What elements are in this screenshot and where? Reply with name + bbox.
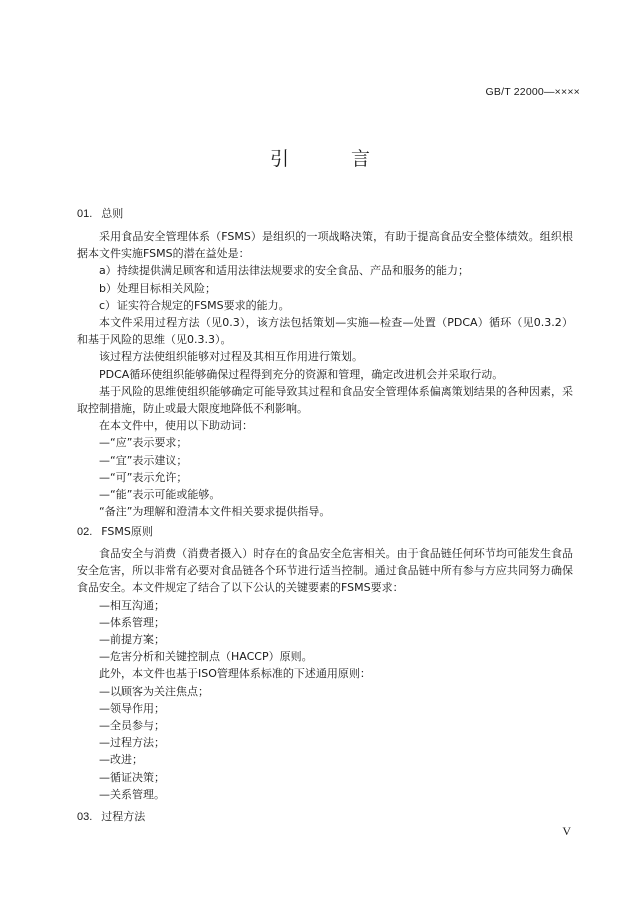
paragraph: 此外，本文件也基于ISO管理体系标准的下述通用原则： — [99, 667, 371, 681]
section-title: 过程方法 — [101, 810, 146, 823]
list-text: 持续提供满足顾客和适用法律法规要求的安全食品、产品和服务的能力； — [117, 264, 469, 278]
section-title: 总则 — [101, 207, 124, 220]
verb-item: —“应”表示要求； — [99, 436, 188, 450]
note-paragraph: “备注”为理解和澄清本文件相关要求提供指导。 — [99, 505, 331, 519]
verb-item: —“能”表示可能或能够。 — [99, 488, 221, 502]
paragraph: 食品安全与消费（消费者摄入）时存在的食品安全危害相关。由于食品链任何环节均可能发生食品安全危害，所以非常有必要对食品链各个环节进行适当控制。通过食品链中所有参与方应共同努力确保食品安全。本文件规定了结合了以下公认的关键要素的FSMS要求： — [77, 547, 573, 595]
verb-item: —“宜”表示建议； — [99, 453, 188, 467]
paragraph: 基于风险的思维使组织能够确定可能导致其过程和食品安全管理体系偏离策划结果的各种因素，采取控制措施，防止或最大限度地降低不利影响。 — [77, 384, 573, 416]
section-number: 02. — [77, 526, 93, 538]
section-title: FSMS原则 — [101, 525, 153, 538]
standard-number: GB/T 22000—×××× — [485, 86, 580, 98]
section-number: 01. — [77, 208, 93, 220]
section-number: 03. — [77, 811, 93, 823]
list-marker: a） — [99, 264, 117, 278]
list-marker: c） — [99, 298, 117, 312]
principle-item: —领导作用； — [99, 701, 165, 715]
section-02-body — [77, 545, 573, 803]
paragraph: 采用食品安全管理体系（FSMS）是组织的一项战略决策，有助于提高食品安全整体绩效。组织根据本文件实施FSMS的潜在益处是： — [77, 230, 573, 261]
principle-item: —过程方法； — [99, 736, 165, 750]
principle-item: —以顾客为关注焦点； — [99, 684, 209, 698]
element-item: —前提方案； — [99, 633, 165, 647]
list-text: 处理目标相关风险； — [117, 281, 216, 295]
element-item: —危害分析和关键控制点（HACCP）原则。 — [99, 650, 313, 664]
section-01-body — [77, 228, 573, 520]
paragraph: 在本文件中，使用以下助动词： — [99, 419, 253, 433]
page-title: 引 言 — [269, 148, 399, 170]
list-item — [77, 280, 573, 297]
principle-item: —全员参与； — [99, 719, 165, 733]
element-item: —相互沟通； — [99, 598, 165, 612]
list-item — [77, 262, 573, 279]
page-number: V — [562, 824, 571, 838]
section-heading-02 — [77, 523, 153, 539]
principle-item: —关系管理。 — [99, 787, 165, 801]
section-heading-01 — [77, 205, 123, 221]
paragraph: 该过程方法使组织能够对过程及其相互作用进行策划。 — [99, 350, 363, 364]
list-text: 证实符合规定的FSMS要求的能力。 — [117, 298, 290, 312]
verb-item: —“可”表示允许； — [99, 470, 188, 484]
paragraph: PDCA循环使组织能够确保过程得到充分的资源和管理，确定改进机会并采取行动。 — [99, 367, 504, 381]
principle-item: —循证决策； — [99, 770, 165, 784]
list-item — [77, 297, 573, 314]
principle-item: —改进； — [99, 753, 143, 767]
element-item: —体系管理； — [99, 615, 165, 629]
list-marker: b） — [99, 281, 117, 295]
paragraph: 本文件采用过程方法（见0.3），该方法包括策划—实施—检查—处置（PDCA）循环（见0.3.2）和基于风险的思维（见0.3.3）。 — [77, 316, 573, 347]
section-heading-03 — [77, 808, 145, 824]
